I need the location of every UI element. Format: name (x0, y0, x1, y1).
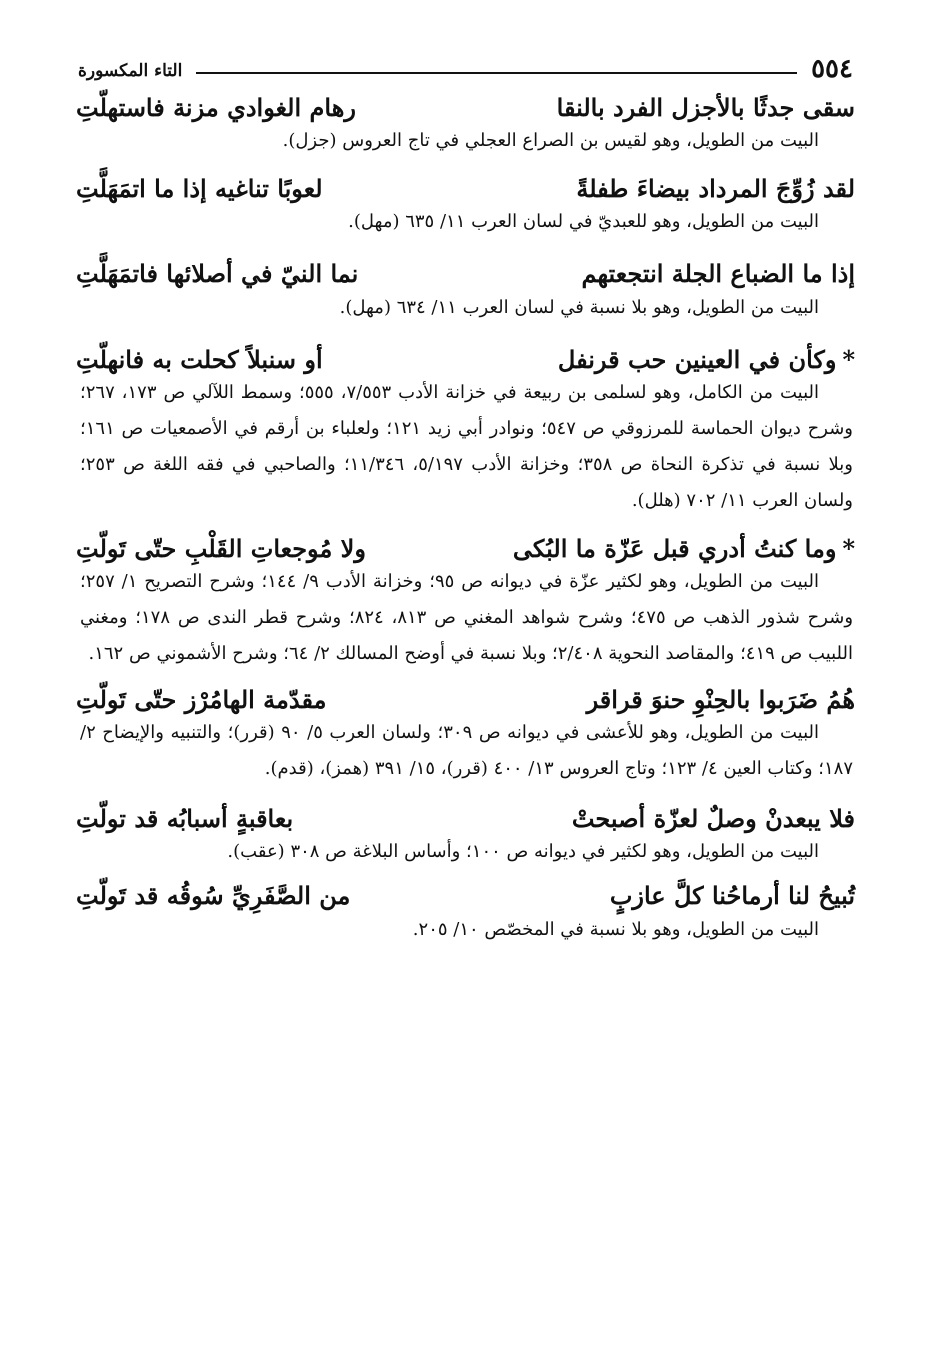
entry-marker: * (842, 533, 855, 563)
verse-commentary: البيت من الطويل، وهو للأعشى في ديوانه ص ٣٠٩؛ ولسان العرب ٥/ ٩٠ (قرر)؛ والتنبيه والإيضاح ٢/ ١٨٧؛ وكتاب العين ٤/ ١٢٣؛ وتاج العروس ١٣/ ٤٠٠ (قرر)، ١٥/ ٣٩١ (همز)، (قدم). (80, 722, 853, 780)
second-hemistich: رهام الغوادي مزنة فاستهلّتِ (76, 93, 356, 122)
second-hemistich: لعوبًا تناغيه إذا ما اتمَهَلَّتِ (76, 174, 323, 204)
first-hemistich (558, 344, 855, 375)
verse-line (76, 258, 855, 289)
section-title: التاء المكسورة (78, 61, 183, 81)
first-hemistich: إذا ما الضباع الجلة انتجعتهم (581, 259, 855, 289)
second-hemistich: أو سنبلاً كحلت به فانهلّتِ (76, 344, 323, 374)
verse-entry (78, 258, 853, 325)
verse-entry (78, 880, 853, 947)
entry-marker: * (842, 344, 855, 374)
first-hemistich: سقى جدثًا بالأجزل الفرد بالنقا (556, 93, 855, 122)
verse-entry (78, 533, 853, 672)
first-hemistich: تُبيحُ لنا أرماحُنا كلَّ عازبٍ (609, 881, 855, 911)
second-hemistich: من الصَّفَرِيِّ سُوقُه قد تَولّتِ (76, 881, 351, 911)
header-rule (196, 72, 797, 74)
verse-line (76, 173, 855, 204)
second-hemistich: بعاقبةٍ أسبابُه قد تولّتِ (76, 804, 294, 834)
verse-entry (78, 173, 853, 240)
verse-line (76, 533, 855, 564)
first-hemistich: هُمُ ضَرَبوا بالحِنْوِ حنوَ قراقر (586, 684, 855, 714)
verse-commentary: البيت من الطويل، وهو بلا نسبة في المخصّص ١٠/ ٢٠٥. (412, 918, 819, 940)
page-header (78, 50, 853, 82)
verse-line (76, 684, 855, 715)
verse-line (76, 880, 855, 911)
verse-entry (78, 684, 853, 787)
second-hemistich: ولا مُوجعاتِ القَلْبِ حتّى تَولّتِ (76, 533, 366, 563)
verse-line (76, 344, 855, 375)
verse-entry (78, 803, 853, 870)
second-hemistich: مقدّمة الهامُرْز حتّى تَولّتِ (76, 684, 327, 714)
first-hemistich: فلا يبعدنْ وصلٌ لعزّة أصبحتْ (571, 804, 855, 834)
verse-commentary: البيت من الطويل، وهو لكثير في ديوانه ص ١٠٠؛ وأساس البلاغة ص ٣٠٨ (عقب). (227, 841, 819, 863)
second-hemistich: نما النيّ في أصلائها فاتمَهَلَّتِ (76, 259, 359, 289)
verse-commentary: البيت من الكامل، وهو لسلمى بن ربيعة في خزانة الأدب ٧/٥٥٣، ٥٥٥؛ وسمط اللآلي ص ١٧٣، ٢٦٧؛ وشرح ديوان الحماسة للمرزوقي ص ٥٤٧؛ ونوادر أبي زيد ١٢١؛ ولعلباء بن أرقم في الأصمعيات ص ١٦١؛ وبلا نسبة في تذكرة النحاة ص ٣٥٨؛ وخزانة الأدب ٥/١٩٧، ١١/٣٤٦؛ والصاحبي في فقه اللغة ص ٢٥٣؛ ولسان العرب ١١/ ٧٠٢ (هلل). (80, 381, 854, 511)
verse-commentary: البيت من الطويل، وهو للعبديّ في لسان العرب ١١/ ٦٣٥ (مهل). (348, 211, 819, 233)
first-hemistich: لقد زُوِّجَ المرداد بيضاءَ طفلةً (576, 174, 855, 204)
verse-commentary: البيت من الطويل، وهو لقيس بن الصراع العجلي في تاج العروس (جزل). (282, 130, 819, 152)
verse-line (76, 92, 855, 123)
first-hemistich-text: وما كنتُ أدري قبل عَزّة ما البُكى (512, 533, 837, 563)
verse-entry (78, 92, 853, 159)
first-hemistich (513, 533, 855, 564)
first-hemistich-text: وكأن في العينين حب قرنفل (557, 344, 837, 374)
verse-entry (78, 344, 853, 519)
verse-commentary: البيت من الطويل، وهو بلا نسبة في لسان العرب ١١/ ٦٣٤ (مهل). (339, 296, 819, 318)
verse-line (76, 803, 855, 834)
page-number: ٥٥٤ (811, 54, 853, 84)
verse-commentary: البيت من الطويل، وهو لكثير عزّة في ديوانه ص ٩٥؛ وخزانة الأدب ٩/ ١٤٤؛ وشرح التصريح ١/ ٢٥٧؛ وشرح شذور الذهب ص ٤٧٥؛ وشرح شواهد المغني ص ٨١٣، ٨٢٤؛ وشرح قطر الندى ص ١٧٨؛ ومغني اللبيب ص ٤١٩؛ والمقاصد النحوية ٢/٤٠٨؛ وبلا نسبة في أوضح المسالك ٢/ ٦٤؛ وشرح الأشموني ص ١٦٢. (80, 570, 854, 664)
